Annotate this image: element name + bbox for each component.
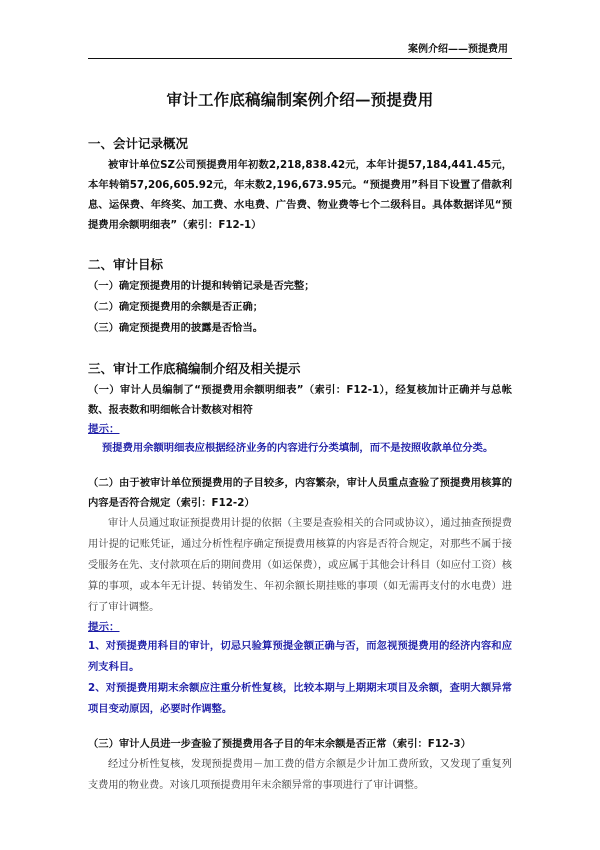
objective-item-2: （二）确定预提费用的余额是否正确； bbox=[88, 301, 264, 313]
section2-heading: 二、审计目标 bbox=[88, 257, 164, 272]
subsection2-tip-1: 1、对预提费用科目的审计，切忌只验算预提金额正确与否，而忽视预提费用的经济内容和应列支科目。 bbox=[88, 640, 512, 673]
running-header: 案例介绍——预提费用 bbox=[408, 44, 508, 55]
header-divider bbox=[88, 58, 512, 59]
subsection2-tip-2: 2、对预提费用期末余额应注重分析性复核，比较本期与上期期末项目及余额，查明大额异常项目变动原因，必要时作调整。 bbox=[88, 682, 512, 715]
document-title: 审计工作底稿编制案例介绍—预提费用 bbox=[166, 90, 434, 109]
objective-item-1: （一）确定预提费用的计提和转销记录是否完整； bbox=[88, 280, 315, 292]
subsection3-body: 经过分析性复核，发现预提费用－加工费的借方余额是少计加工费所致，又发现了重复列支费用的物业费。对该几项预提费用年末余额异常的事项进行了审计调整。 bbox=[88, 759, 512, 791]
subsection2-text: （二）由于被审计单位预提费用的子目较多，内容繁杂，审计人员重点查验了预提费用核算的内容是否符合规定（索引：F12-2） bbox=[88, 477, 512, 509]
section3-heading: 三、审计工作底稿编制介绍及相关提示 bbox=[88, 361, 301, 376]
subsection2-body: 审计人员通过取证预提费用计提的依据（主要是查验相关的合同或协议），通过抽查预提费用计提的记账凭证，通过分析性程序确定预提费用核算的内容是否符合规定，对那些不属于接受服务在先、支付款项在后的期间费用（如运保费），或应属于其他会计科目（如应付工资）核算的事项，或本年无计提、转销发生、年初余额长期挂账的事项（如无需再支付的水电费）进行了审计调整。 bbox=[88, 518, 512, 613]
subsection1-tip-label: 提示： bbox=[88, 423, 120, 435]
section1-paragraph: 被审计单位SZ公司预提费用年初数2,218,838.42元，本年计提57,184,441.45元，本年转销57,206,605.92元，年末数2,196,673.95元。“预提费用”科目下设置了借款利息、运保费、年终奖、加工费、水电费、广告费、物业费等七个二级科目。具体数据详见“预提费用余额明细表”（索引：F12-1） bbox=[88, 159, 512, 231]
document-body bbox=[88, 88, 512, 796]
subsection1-tip-text: 预提费用余额明细表应根据经济业务的内容进行分类填制，而不是按照收款单位分类。 bbox=[102, 442, 494, 454]
subsection2-tip-label: 提示： bbox=[88, 621, 120, 633]
subsection1-text: （一）审计人员编制了“预提费用余额明细表”（索引：F12-1），经复核加计正确并与总帐数、报表数和明细帐合计数核对相符 bbox=[88, 384, 512, 416]
objective-item-3: （三）确定预提费用的披露是否恰当。 bbox=[88, 322, 264, 334]
subsection3-text: （三）审计人员进一步查验了预提费用各子目的年末余额是否正常（索引：F12-3） bbox=[88, 738, 471, 750]
section1-heading: 一、会计记录概况 bbox=[88, 136, 189, 151]
